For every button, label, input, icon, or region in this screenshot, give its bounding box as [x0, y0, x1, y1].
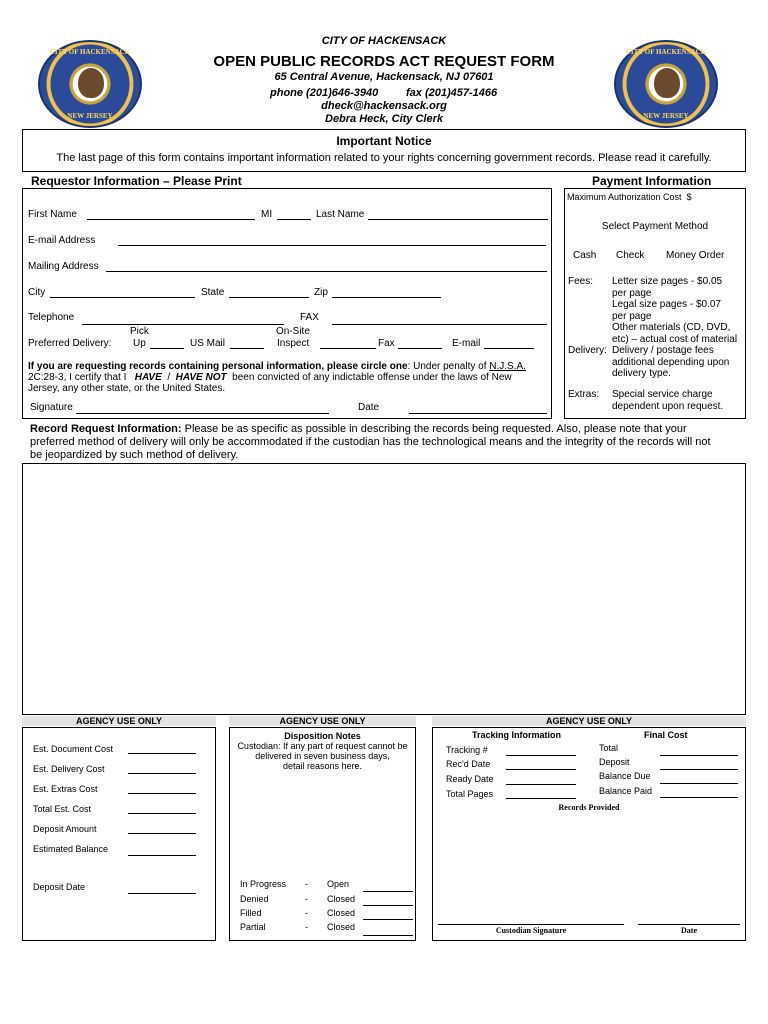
agency-use-label-right: AGENCY USE ONLY [432, 716, 746, 726]
jurisdiction-text: Jersey, any other state, or the United States. [28, 383, 226, 394]
notice-text: The last page of this form contains important information related to your rights concerning government records. Please read it carefully. [56, 152, 712, 164]
form-title: OPEN PUBLIC RECORDS ACT REQUEST FORM [213, 53, 555, 70]
max-auth-label [567, 192, 692, 202]
pickup-blank[interactable] [150, 348, 184, 349]
seal-top-text: CITY OF HACKENSACK [625, 48, 707, 56]
clerk-name: Debra Heck, City Clerk [325, 113, 443, 125]
deposit-amount-field[interactable] [128, 833, 196, 834]
requestor-heading: Requestor Information – Please Print [31, 174, 242, 188]
delivery-line3: delivery type. [612, 368, 671, 379]
status-partial[interactable]: Partial [240, 922, 266, 932]
status-dash: - [305, 922, 308, 932]
fee-other: Other materials (CD, DVD, [612, 322, 731, 333]
disposition-line3: detail reasons here. [282, 761, 363, 771]
fee-legal-unit: per page [612, 310, 652, 322]
pickup-option[interactable]: Up [133, 338, 146, 349]
extras-fees [612, 389, 723, 412]
custodian-signature-label: Custodian Signature [495, 926, 567, 935]
est-document-cost-field[interactable] [128, 753, 196, 754]
fees-list [612, 276, 737, 345]
status-in-progress[interactable]: In Progress [240, 879, 287, 889]
custodian-date-field[interactable] [638, 924, 740, 925]
mi-label: MI [261, 209, 273, 220]
extras-label: Extras: [568, 389, 600, 400]
tracking-number-field[interactable] [506, 755, 576, 756]
estimated-balance-field[interactable] [128, 855, 196, 856]
mi-field[interactable] [277, 219, 311, 220]
dollar-sign: $ [686, 192, 692, 202]
check-option[interactable]: Check [616, 250, 645, 261]
email-label: E-mail Address [28, 235, 96, 246]
status-dash: - [305, 879, 308, 889]
date-field[interactable] [409, 413, 547, 414]
record-request-instructions [30, 423, 750, 462]
status-denied[interactable]: Denied [240, 894, 269, 904]
status-closed-partial[interactable]: Closed [327, 922, 356, 932]
status-denied-field[interactable] [363, 905, 413, 906]
zip-label: Zip [314, 287, 328, 298]
deposit-date-label: Deposit Date [33, 882, 86, 892]
total-pages-label: Total Pages [446, 789, 494, 799]
njsa-text: N.J.S.A. [489, 361, 526, 372]
record-request-line3: be jeopardized by such method of delivery. [30, 449, 239, 461]
us-mail-option[interactable]: US Mail [190, 338, 226, 349]
city-field[interactable] [50, 297, 195, 298]
fax-field[interactable] [332, 324, 547, 325]
custodian-signature-field[interactable] [438, 924, 624, 925]
disposition-line1: Custodian: If any part of request cannot be [237, 741, 408, 751]
custodian-date-label: Date [681, 926, 697, 935]
delivery-line1: Delivery / postage fees [612, 345, 714, 356]
city-seal-left [38, 40, 142, 128]
signature-field[interactable] [76, 413, 329, 414]
final-total-label: Total [599, 743, 619, 753]
notice-title: Important Notice [336, 134, 432, 148]
seal-bottom-text: NEW JERSEY [67, 112, 113, 120]
balance-due-field[interactable] [660, 783, 738, 784]
delivery-line2: additional depending upon [612, 356, 730, 368]
offense-text: been convicted of any indictable offense under the laws of New [232, 372, 512, 383]
est-delivery-cost-field[interactable] [128, 773, 196, 774]
balance-paid-label: Balance Paid [599, 786, 653, 796]
status-open-field[interactable] [363, 891, 413, 892]
city-label: City [28, 287, 46, 298]
ready-date-label: Ready Date [446, 774, 494, 784]
total-est-cost-label: Total Est. Cost [33, 804, 92, 814]
est-delivery-cost-label: Est. Delivery Cost [33, 764, 105, 774]
status-filled-field[interactable] [363, 919, 413, 920]
last-name-field[interactable] [368, 219, 548, 220]
city-name: CITY OF HACKENSACK [321, 35, 447, 47]
balance-due-label: Balance Due [599, 771, 651, 781]
city-seal-right [614, 40, 718, 128]
state-field[interactable] [229, 297, 309, 298]
disposition-notes-title: Disposition Notes [284, 731, 361, 741]
deposit-date-field[interactable] [128, 893, 196, 894]
money-order-option[interactable]: Money Order [666, 250, 725, 261]
state-label: State [201, 287, 225, 298]
final-cost-title: Final Cost [644, 730, 688, 740]
fee-other-detail: etc) – actual cost of material [612, 333, 738, 345]
recd-date-field[interactable] [506, 769, 576, 770]
personal-info-bold: If you are requesting records containing personal information, please circle one [28, 361, 408, 372]
seal-top-text: CITY OF HACKENSACK [49, 48, 131, 56]
est-extras-cost-field[interactable] [128, 793, 196, 794]
mailing-address-field[interactable] [106, 271, 547, 272]
seal-bottom-text: NEW JERSEY [643, 112, 689, 120]
first-name-label: First Name [28, 209, 77, 220]
payment-heading: Payment Information [592, 174, 712, 188]
mailing-address-label: Mailing Address [28, 261, 99, 272]
preferred-delivery-label: Preferred Delivery: [28, 338, 112, 349]
estimated-balance-label: Estimated Balance [33, 844, 109, 854]
deposit-amount-label: Deposit Amount [33, 824, 97, 834]
seal-portrait-icon [654, 68, 680, 98]
status-partial-field[interactable] [363, 935, 413, 936]
total-pages-field[interactable] [506, 798, 576, 799]
zip-field[interactable] [332, 297, 441, 298]
notice-box [22, 129, 746, 172]
status-open[interactable]: Open [327, 879, 350, 889]
agency-use-label-left: AGENCY USE ONLY [22, 716, 216, 726]
onsite-label: On-Site [276, 326, 310, 337]
fax-option-blank[interactable] [398, 348, 442, 349]
fee-letter: Letter size pages - $0.05 [612, 276, 723, 287]
email-field[interactable] [118, 245, 546, 246]
disposition-notes-instructions [229, 741, 416, 771]
extras-line2: dependent upon request. [612, 400, 724, 412]
final-total-field[interactable] [660, 755, 738, 756]
cash-option[interactable]: Cash [573, 250, 597, 261]
extras-line1: Special service charge [612, 389, 713, 400]
status-closed-denied[interactable]: Closed [327, 894, 356, 904]
final-deposit-label: Deposit [599, 757, 630, 767]
ready-date-field[interactable] [506, 784, 576, 785]
delivery-fees [612, 345, 729, 380]
inspect-blank[interactable] [320, 348, 376, 349]
record-request-heading: Record Request Information: [30, 423, 182, 435]
seal-portrait-icon [78, 68, 104, 98]
have-option[interactable]: HAVE [134, 372, 162, 383]
personal-info-text: : Under penalty of [407, 361, 490, 372]
record-request-field[interactable] [22, 463, 746, 715]
fees-label: Fees: [568, 276, 594, 287]
cost-estimate-box [22, 727, 216, 941]
delivery-label: Delivery: [568, 345, 607, 356]
record-request-line2: preferred method of delivery will only be accommodated if the custodian has the technological means and the integrity of the records will not [30, 436, 711, 448]
tracking-info-title: Tracking Information [472, 730, 562, 740]
date-label: Date [358, 402, 380, 413]
city-address: 65 Central Avenue, Hackensack, NJ 07601 [274, 71, 494, 83]
email-option[interactable]: E-mail [452, 338, 481, 349]
us-mail-blank[interactable] [230, 348, 264, 349]
fee-letter-unit: per page [612, 287, 652, 299]
status-filled[interactable]: Filled [240, 908, 262, 918]
recd-date-label: Rec'd Date [446, 759, 491, 769]
have-not-option[interactable]: HAVE NOT [175, 372, 227, 383]
est-extras-cost-label: Est. Extras Cost [33, 784, 98, 794]
status-closed-filled[interactable]: Closed [327, 908, 356, 918]
first-name-field[interactable] [87, 219, 255, 220]
signature-label: Signature [30, 402, 73, 413]
clerk-email: dheck@hackensack.org [321, 100, 447, 112]
agency-use-label-middle: AGENCY USE ONLY [229, 716, 416, 726]
phone-number: phone (201)646-3940 [270, 87, 379, 99]
status-dash: - [305, 908, 308, 918]
fax-number: fax (201)457-1466 [406, 87, 498, 99]
est-document-cost-label: Est. Document Cost [33, 744, 114, 754]
tracking-number-label: Tracking # [446, 745, 488, 755]
record-request-line1: Please be as specific as possible in describing the records being requested. Also, please note that your [181, 423, 687, 435]
telephone-label: Telephone [28, 312, 75, 323]
fax-option[interactable]: Fax [378, 338, 395, 349]
personal-info-statement [28, 361, 548, 394]
final-deposit-field[interactable] [660, 769, 738, 770]
email-option-blank[interactable] [484, 348, 534, 349]
total-est-cost-field[interactable] [128, 813, 196, 814]
inspect-option[interactable]: Inspect [277, 338, 310, 349]
telephone-field[interactable] [82, 324, 284, 325]
fee-legal: Legal size pages - $0.07 [612, 299, 721, 310]
records-provided-label: Records Provided [558, 803, 620, 812]
disposition-line2: delivered in seven business days, [255, 751, 390, 761]
last-name-label: Last Name [316, 209, 365, 220]
pick-label: Pick [130, 326, 149, 337]
max-auth-text: Maximum Authorization Cost [567, 192, 682, 202]
balance-paid-field[interactable] [660, 797, 738, 798]
slash: / [167, 372, 171, 383]
select-payment-label: Select Payment Method [601, 221, 709, 232]
status-dash: - [305, 894, 308, 904]
certify-text: 2C:28-3, I certify that I [28, 372, 127, 383]
fax-label: FAX [300, 312, 319, 323]
